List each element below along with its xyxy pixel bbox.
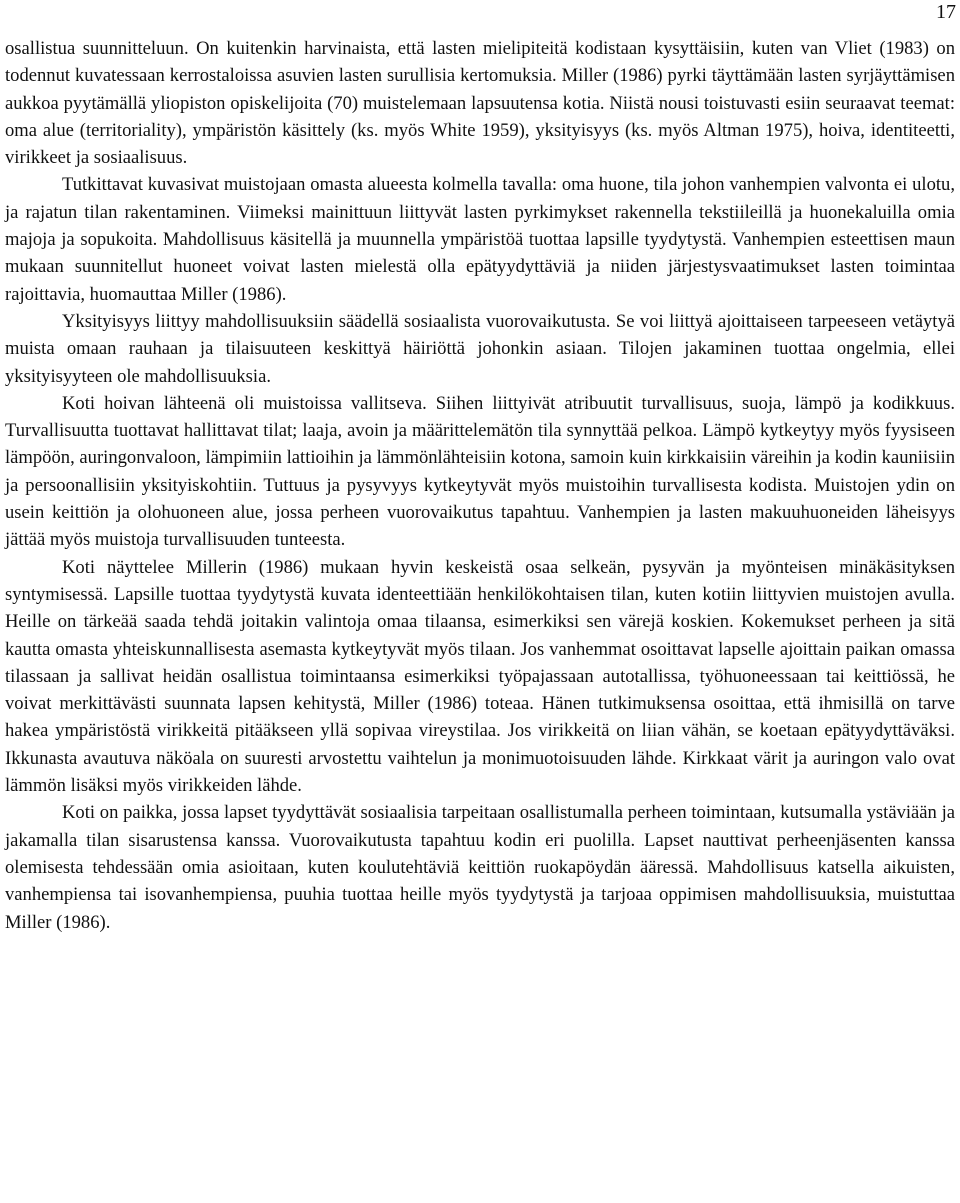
body-text: [5, 35, 955, 936]
page-number: 17: [936, 1, 956, 23]
paragraph-privacy: Yksityisyys liittyy mahdollisuuksiin säädellä sosiaalista vuorovaikutusta. Se voi liittyä ajoittaiseen tarpeeseen vetäytyä muista omaan rauhaan ja tilaisuuteen keskittyä häiriöttä johonkin asiaan. Tilojen jakaminen tuottaa ongelmia, ellei yksityisyyteen ole mahdollisuuksia.: [5, 310, 955, 387]
paragraph-continuation: osallistua suunnitteluun. On kuitenkin harvinaista, että lasten mielipiteitä kodistaan kysyttäisiin, kuten van Vliet (1983) on todennut kuvatessaan kerrostaloissa asuvien lasten surullisia kertomuksia. Miller (1986) pyrki täyttämään lasten syrjäyttämisen aukkoa pyytämällä yliopiston opiskelijoita (70) muistelemaan lapsuutensa kotia. Niistä nousi toistuvasti esiin seuraavat teemat: oma alue (territoriality), ympäristön käsittely (ks. myös White 1959), yksityisyys (ks. myös Altman 1975), hoiva, identiteetti, virikkeet ja sosiaalisuus.: [5, 38, 955, 169]
paragraph-social: Koti on paikka, jossa lapset tyydyttävät sosiaalisia tarpeitaan osallistumalla perheen toimintaan, kutsumalla ystäviään ja jakamalla tilan sisarustensa kanssa. Vuorovaikutusta tapahtuu kodin eri puolilla. Lapset nauttivat perheenjäsenten kanssa olemisesta tehdessään omia asioitaan, kuten koulutehtäviä keittiön ruokapöydän ääressä. Mahdollisuus katsella aikuisten, vanhempiensa tai isovanhempiensa, puuhia tuottaa heille myös tyydytystä ja tarjoaa oppimisen mahdollisuuksia, muistuttaa Miller (1986).: [5, 802, 955, 933]
paragraph-territoriality: Tutkittavat kuvasivat muistojaan omasta alueesta kolmella tavalla: oma huone, tila johon vanhempien valvonta ei ulotu, ja rajatun tilan rakentaminen. Viimeksi mainittuun liittyvät lasten pyrkimykset rakennella tekstiileillä ja huonekaluilla omia majoja ja sopukoita. Mahdollisuus käsitellä ja muunnella ympäristöä tuottaa lapsille tyydytystä. Vanhempien esteettisen maun mukaan suunnitellut huoneet voivat lasten mielestä olla epätyydyttäviä ja niiden järjestysvaatimukset lasten toimintaa rajoittavia, huomauttaa Miller (1986).: [5, 174, 955, 305]
paragraph-care: Koti hoivan lähteenä oli muistoissa vallitseva. Siihen liittyivät atribuutit turvallisuus, suoja, lämpö ja kodikkuus. Turvallisuutta tuottavat hallittavat tilat; laaja, avoin ja määrittelemätön tila synnyttää pelkoa. Lämpö kytkeytyy myös fyysiseen lämpöön, auringonvaloon, lämpimiin lattioihin ja lämmönlähteisiin kotona, samoin kuin kirkkaisiin väreihin ja kodin kauniisiin ja persoonallisiin yksityiskohtiin. Tuttuus ja pysyvyys kytkeytyvät myös muistoihin turvallisesta kodista. Muistojen ydin on usein keittiön ja olohuoneen alue, jossa perheen vuorovaikutus tapahtuu. Vanhempien ja lasten makuuhuoneiden läheisyys jättää myös muistoja turvallisuuden tunteesta.: [5, 392, 955, 551]
paragraph-identity: Koti näyttelee Millerin (1986) mukaan hyvin keskeistä osaa selkeän, pysyvän ja myönteisen minäkäsityksen syntymisessä. Lapsille tuottaa tyydytystä kuvata identeettiään henkilökohtaisen tilan, kuten kotiin liittyvien muistojen avulla. Heille on tärkeää saada tehdä joitakin valintoja omaa tilaansa, esimerkiksi sen värejä koskien. Kokemukset perheen ja sitä kautta omasta yhteiskunnallisesta asemasta kytkeytyvät myös tilaan. Jos vanhemmat osoittavat lapselle ajoittain paikan omassa tilassaan ja sallivat heidän osallistua toimintaansa esimerkiksi työpajassaan autotallissa, työhuoneessaan tai keittiössä, he voivat merkittävästi suunnata lapsen kehitystä, Miller (1986) toteaa. Hänen tutkimuksensa osoittaa, että ihmisillä on tarve hakea ympäristöstä virikkeitä pitääkseen yllä sopivaa vireystilaa. Jos virikkeitä on liian vähän, se koetaan epätyydyttäväksi. Ikkunasta avautuva näköala on suuresti arvostettu vaihtelun ja monimuotoisuuden lähde. Kirkkaat värit ja auringon valo ovat lämmön lisäksi myös virikkeiden lähde.: [5, 556, 955, 797]
